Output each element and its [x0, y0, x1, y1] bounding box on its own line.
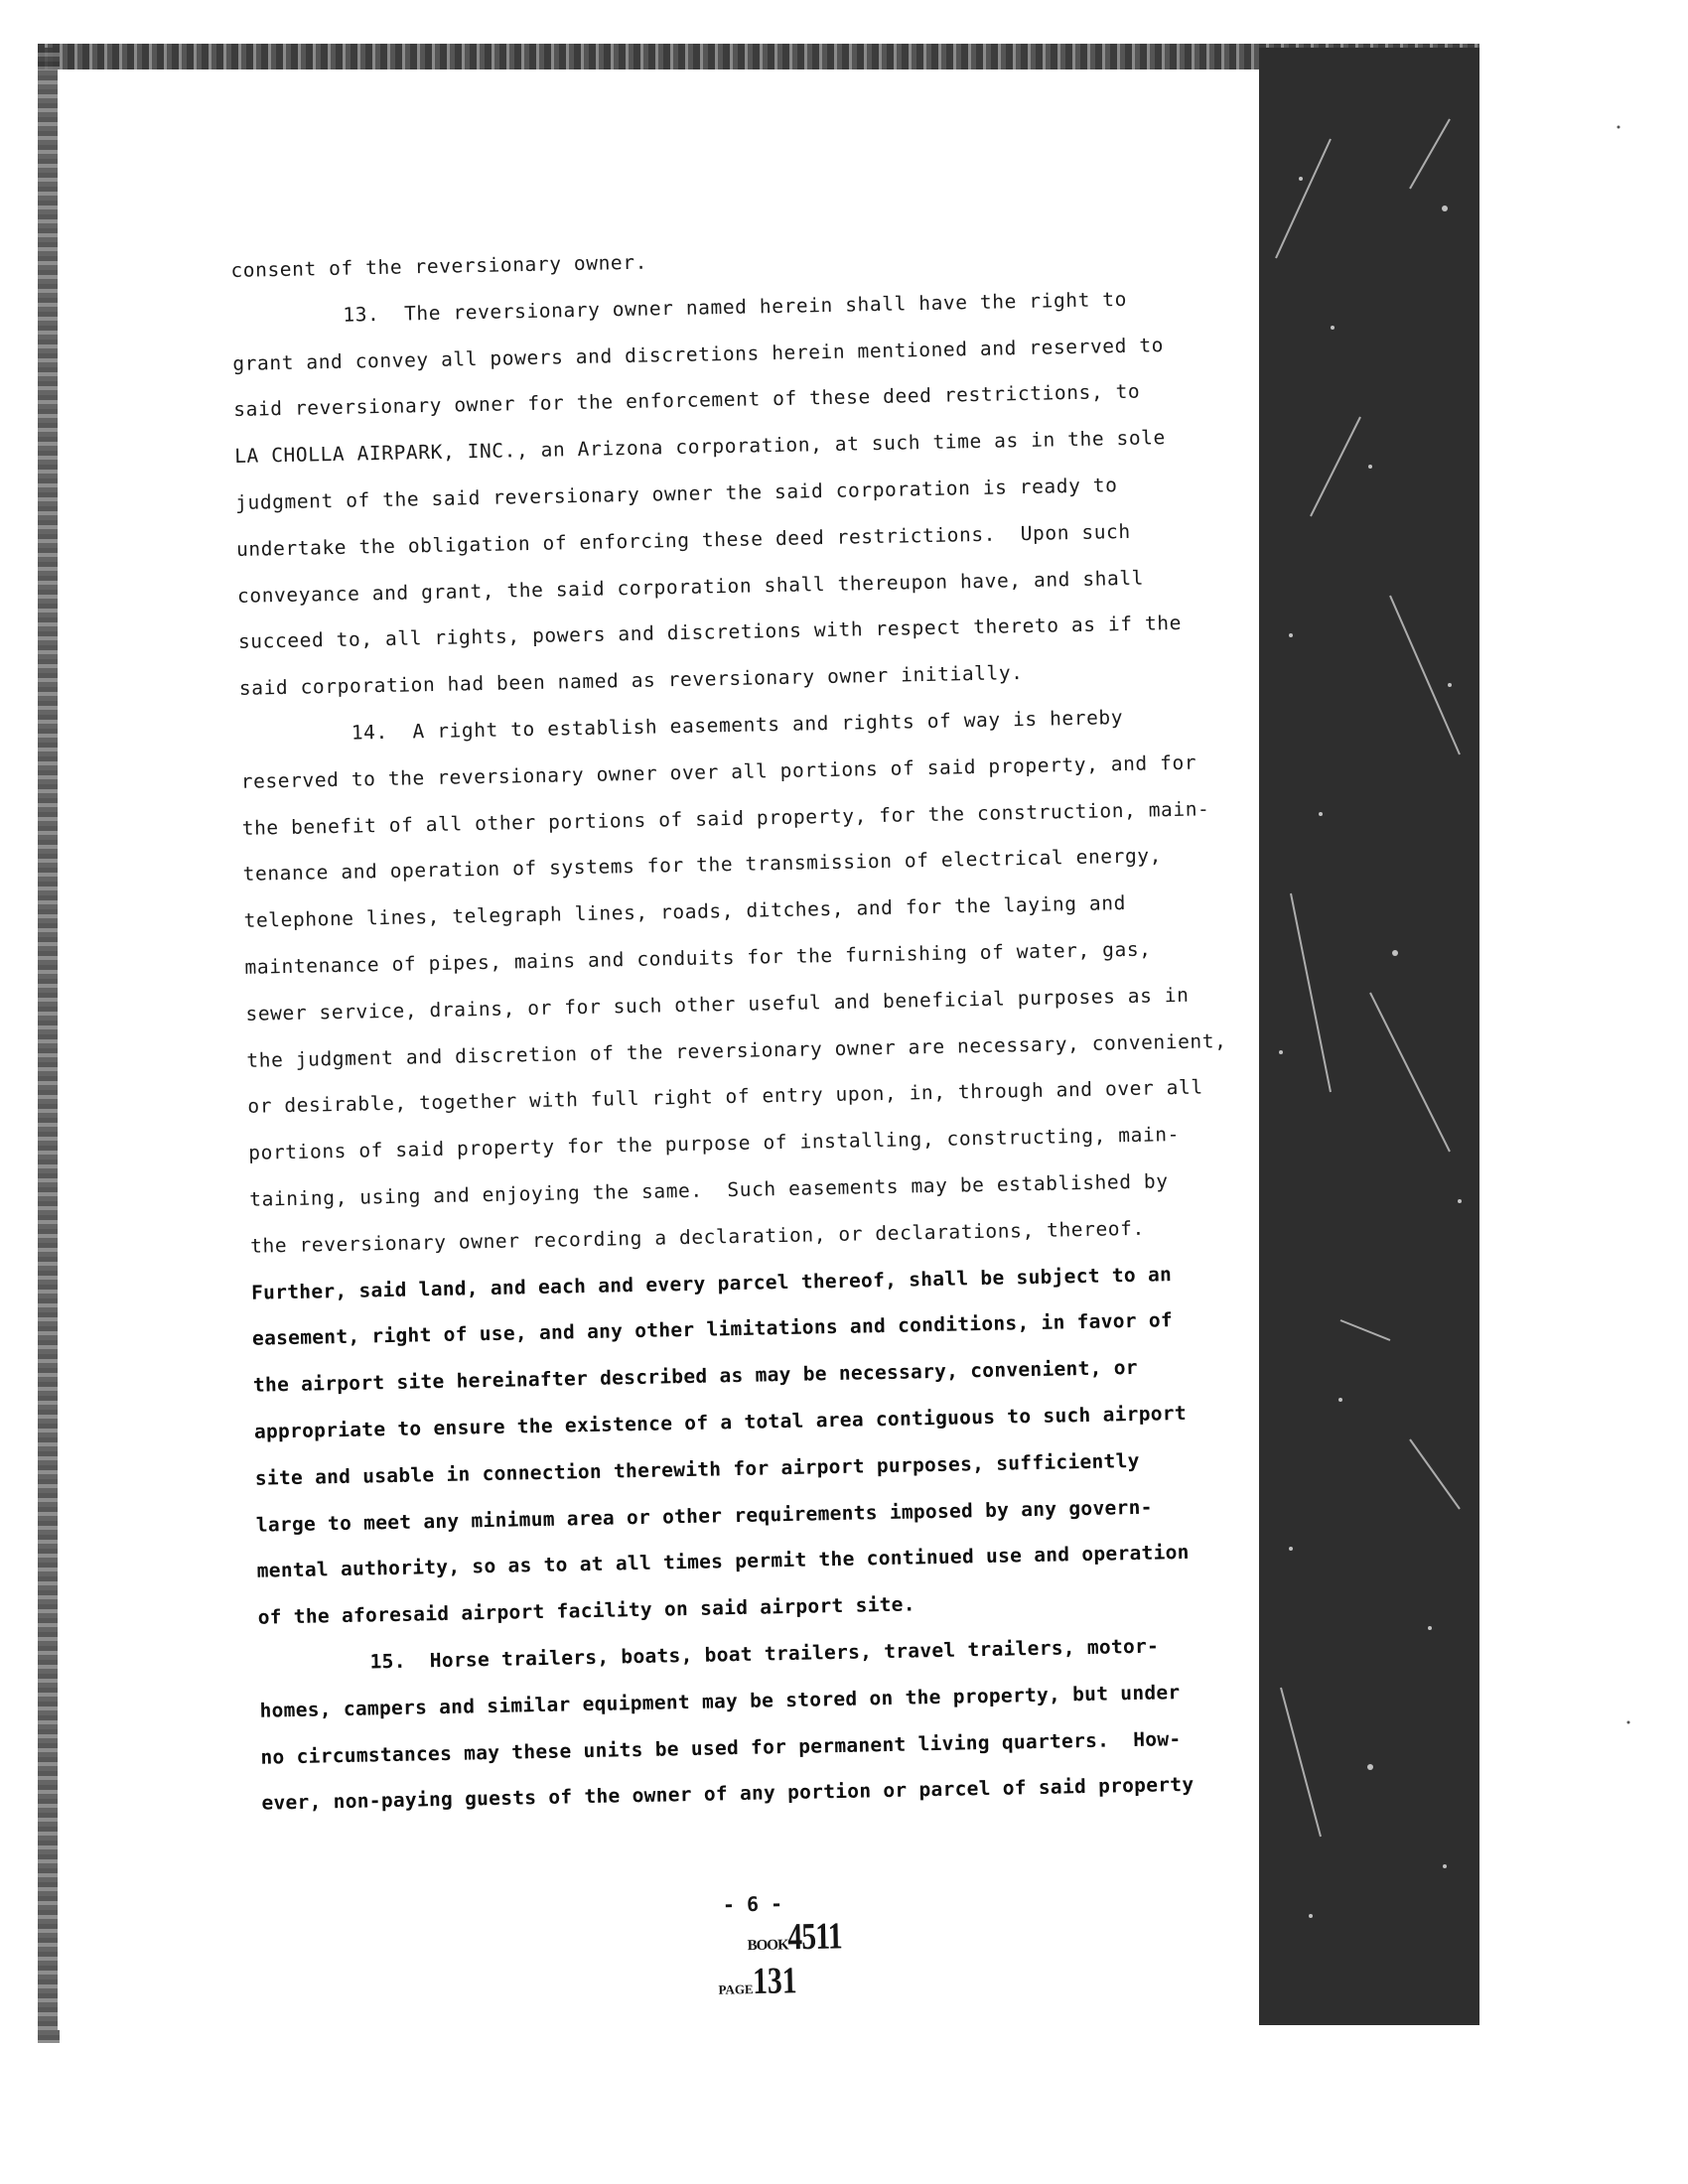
text-line: site and usable in connection therewith for airport purposes, sufficiently	[254, 1448, 1140, 1490]
paragraph-13-start: 13. The reversionary owner named herein shall have the right to	[343, 287, 1128, 327]
document-body	[230, 228, 1245, 1828]
text-line: judgment of the said reversionary owner the said corporation is ready to	[234, 474, 1118, 514]
text-line: easement, right of use, and any other limitations and conditions, in favor of	[251, 1308, 1174, 1351]
text-line: or desirable, together with full right of entry upon, in, through and over all	[247, 1075, 1203, 1119]
book-stamp-number: 4511	[787, 1915, 843, 1959]
text-line: of the aforesaid airport facility on said airport site.	[257, 1592, 915, 1629]
text-line: the airport site hereinafter described as may be necessary, convenient, or	[252, 1356, 1139, 1397]
text-line: taining, using and enjoying the same. Such easements may be established by	[249, 1169, 1169, 1211]
text-line: large to meet any minimum area or other requirements imposed by any govern-	[255, 1495, 1153, 1537]
text-line: the judgment and discretion of the reversionary owner are necessary, convenient,	[246, 1028, 1227, 1072]
text-line: maintenance of pipes, mains and conduits for the furnishing of water, gas,	[244, 937, 1152, 979]
text-line: homes, campers and similar equipment may be stored on the property, but under	[259, 1680, 1181, 1722]
text-line: the reversionary owner recording a declaration, or declarations, thereof.	[249, 1216, 1146, 1258]
text-line: ever, non-paying guests of the owner of any portion or parcel of said property	[261, 1773, 1195, 1815]
page-stamp-number: 131	[753, 1960, 798, 2003]
text-line: undertake the obligation of enforcing these deed restrictions. Upon such	[235, 519, 1131, 561]
text-line: grant and convey all powers and discretions herein mentioned and reserved to	[232, 333, 1165, 375]
text-line: tenance and operation of systems for the transmission of electrical energy,	[242, 844, 1163, 887]
text-line: consent of the reversionary owner.	[230, 250, 648, 282]
text-line: said reversionary owner for the enforcement of these deed restrictions, to	[233, 380, 1141, 422]
text-line: appropriate to ensure the existence of a total area contiguous to such airport	[253, 1401, 1188, 1443]
page-number: - 6 -	[722, 1891, 783, 1917]
text-line: sewer service, drains, or for such other useful and beneficial purposes as in	[245, 983, 1190, 1025]
text-line: the benefit of all other portions of said property, for the construction, main-	[241, 796, 1210, 840]
text-line: telephone lines, telegraph lines, roads, ditches, and for the laying and	[243, 891, 1127, 933]
paragraph-15-start: 15. Horse trailers, boats, boat trailers, travel trailers, motor-	[369, 1634, 1160, 1674]
text-line: reserved to the reversionary owner over all portions of said property, and for	[240, 751, 1197, 793]
text-line: LA CHOLLA AIRPARK, INC., an Arizona corporation, at such time as in the sole	[233, 426, 1167, 469]
text-line: portions of said property for the purpose of installing, constructing, main-	[248, 1123, 1181, 1164]
text-line: Further, said land, and each and every parcel thereof, shall be subject to an	[250, 1262, 1173, 1304]
text-line: mental authority, so as to at all times permit the continued use and operation	[256, 1541, 1190, 1583]
text-line: said corporation had been named as reversionary owner initially.	[238, 661, 1024, 701]
text-line: no circumstances may these units be used for permanent living quarters. How-	[260, 1726, 1182, 1769]
page-footer	[703, 1871, 859, 2004]
page-stamp-label: PAGE	[718, 1981, 754, 1997]
book-stamp-label: BOOK	[747, 1937, 788, 1955]
text-line: conveyance and grant, the said corporation shall thereupon have, and shall	[236, 566, 1145, 608]
paragraph-14-start: 14. A right to establish easements and rights of way is hereby	[351, 706, 1124, 745]
text-line: succeed to, all rights, powers and discretions with respect thereto as if the	[237, 612, 1183, 654]
